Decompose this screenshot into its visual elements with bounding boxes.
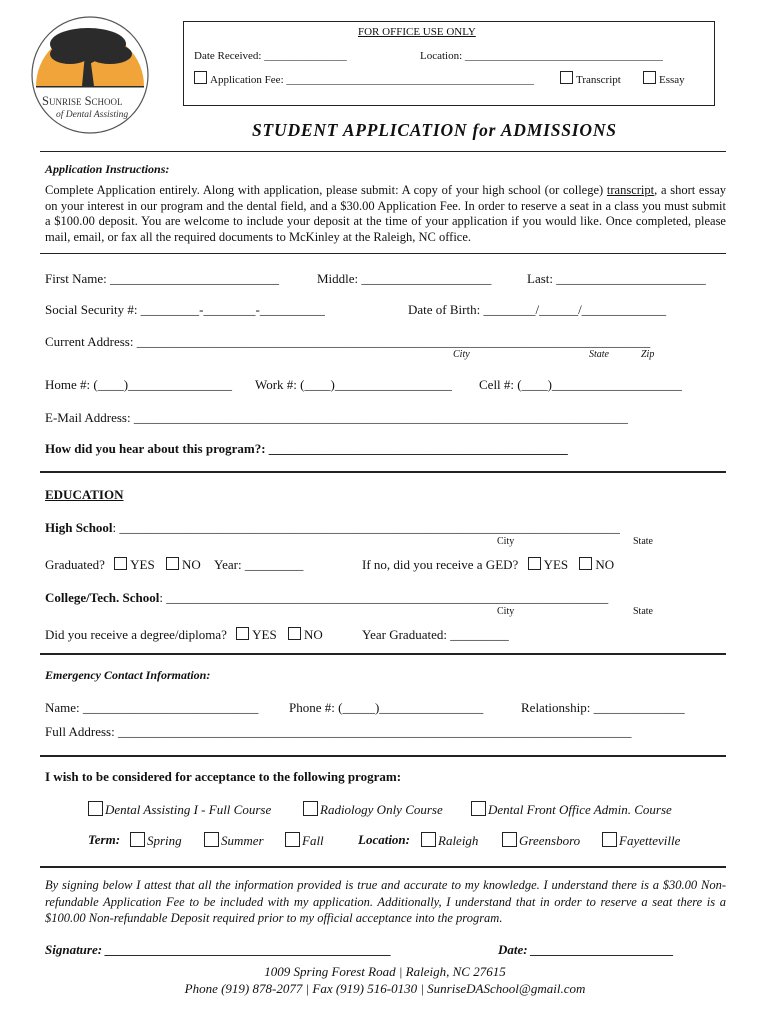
location-label: Location: (358, 832, 410, 847)
middle-name-field[interactable]: Middle: ____________________ (317, 271, 492, 286)
spring-label: Spring (147, 833, 182, 848)
location-greensboro[interactable] (502, 832, 580, 849)
essay-checkbox[interactable] (643, 71, 656, 84)
emergency-name-field[interactable]: Name: ___________________________ (45, 700, 259, 715)
email-field[interactable]: E-Mail Address: ____________________________________________________________________________ (45, 410, 628, 425)
graduated-yes-checkbox[interactable] (114, 557, 127, 570)
term-spring[interactable] (130, 832, 182, 849)
current-address-field[interactable]: Current Address: _______________________________________________________________________________ (45, 334, 651, 349)
transcript-checkbox[interactable] (560, 71, 573, 84)
transcript-link: transcript (606, 183, 655, 197)
greensboro-checkbox[interactable] (502, 832, 517, 847)
emergency-divider (40, 755, 726, 757)
option-dental-assisting[interactable] (88, 801, 271, 818)
high-school-city-caption: City (497, 536, 515, 547)
graduated-yes-label: YES (130, 557, 155, 572)
front-office-label: Dental Front Office Admin. Course (488, 802, 672, 817)
option-radiology[interactable] (303, 801, 443, 818)
application-fee-checkbox[interactable] (194, 71, 207, 84)
year-graduated-field[interactable]: Year Graduated: _________ (362, 627, 509, 642)
emergency-heading: Emergency Contact Information: (45, 668, 211, 682)
footer-contact: Phone (919) 878-2077 | Fax (919) 516-0130 | SunriseDASchool@gmail.com (184, 981, 586, 996)
degree-yes-checkbox[interactable] (236, 627, 249, 640)
location-fayetteville[interactable] (602, 832, 680, 849)
degree-question (45, 627, 323, 643)
degree-no-label: NO (303, 627, 323, 642)
attestation-text: By signing below I attest that all the information provided is true and accurate to my knowledge. I understand there is a $30.00 Non-refundable Application Fee to be included with my application. Additionally, I understand that in order to reserve a seat there is a $100.00 Non-refundable Deposit required prior to my official acceptance into the program. (45, 878, 726, 925)
office-use-heading: FOR OFFICE USE ONLY (358, 26, 476, 38)
address-zip-caption: Zip (641, 349, 655, 360)
college-label: College/Tech. School (45, 590, 160, 605)
ssn-field[interactable]: Social Security #: _________-________-__________ (45, 302, 325, 317)
date-received-field[interactable]: Date Received: _______________ (194, 50, 347, 62)
location-raleigh[interactable] (421, 832, 478, 849)
graduated-no-checkbox[interactable] (166, 557, 179, 570)
term-label: Term: (88, 832, 121, 847)
education-heading: EDUCATION (45, 487, 124, 502)
high-school-label: High School (45, 520, 113, 535)
footer-address: 1009 Spring Forest Road | Raleigh, NC 27615 (264, 964, 506, 979)
program-heading: I wish to be considered for acceptance to the following program: (45, 769, 402, 784)
page-title: STUDENT APPLICATION for ADMISSIONS (252, 120, 617, 140)
transcript-label: Transcript (576, 74, 621, 86)
college-state-caption: State (633, 606, 653, 617)
degree-yes-label: YES (252, 627, 277, 642)
summer-label: Summer (221, 833, 264, 848)
front-office-checkbox[interactable] (471, 801, 486, 816)
degree-no-checkbox[interactable] (288, 627, 301, 640)
college-city-caption: City (497, 606, 515, 617)
ged-label: If no, did you receive a GED? (362, 557, 519, 572)
office-use-box (183, 21, 715, 106)
emergency-address-field[interactable]: Full Address: _______________________________________________________________________________ (45, 724, 632, 739)
application-fee-field[interactable] (194, 71, 534, 86)
school-logo (30, 14, 152, 136)
location-field[interactable]: Location: ____________________________________ (420, 50, 663, 62)
emergency-phone-field[interactable]: Phone #: (_____)________________ (289, 700, 484, 715)
application-fee-label: Application Fee: _____________________________________________ (210, 74, 534, 86)
option-front-office[interactable] (471, 801, 672, 818)
referral-source-field[interactable]: How did you hear about this program?: ______________________________________________ (45, 441, 568, 456)
last-name-field[interactable]: Last: _______________________ (527, 271, 706, 286)
degree-label: Did you receive a degree/diploma? (45, 627, 227, 642)
home-phone-field[interactable]: Home #: (____)________________ (45, 377, 233, 392)
term-fall[interactable] (285, 832, 324, 849)
first-name-field[interactable]: First Name: __________________________ (45, 271, 279, 286)
college-field[interactable]: College/Tech. School: ____________________________________________________________________ (45, 590, 609, 605)
work-phone-field[interactable]: Work #: (____)__________________ (255, 377, 452, 392)
ged-yes-checkbox[interactable] (528, 557, 541, 570)
summer-checkbox[interactable] (204, 832, 219, 847)
signature-date-field[interactable]: Date: ______________________ (498, 942, 674, 957)
radiology-checkbox[interactable] (303, 801, 318, 816)
signature-field[interactable]: Signature: ____________________________________________ (45, 942, 392, 957)
logo-name: Sunrise School (42, 94, 123, 108)
address-state-caption: State (589, 349, 609, 360)
dental-assisting-label: Dental Assisting I - Full Course (105, 802, 272, 817)
graduated-question (45, 557, 201, 573)
ged-question (362, 557, 614, 573)
transcript-check[interactable] (560, 71, 621, 86)
essay-check[interactable] (643, 71, 685, 86)
address-city-caption: City (453, 349, 470, 360)
instructions-text: Complete Application entirely. Along with application, please submit: A copy of your high school (or college) transcript, a short essay on your interest in our program and the dental field, and a $30.00 Application Fee. In order to reserve a seat in a class you must submit a $100.00 deposit. You are welcome to include your deposit at the time of your application if you would like. Once completed, please mail, email, or fax all the required documents to McKinley at the Raleigh, NC office. (45, 183, 726, 244)
radiology-label: Radiology Only Course (320, 802, 443, 817)
ged-yes-label: YES (543, 557, 569, 572)
high-school-state-caption: State (633, 536, 653, 547)
dental-assisting-checkbox[interactable] (88, 801, 103, 816)
emergency-relationship-field[interactable]: Relationship: ______________ (521, 700, 685, 715)
term-summer[interactable] (204, 832, 264, 849)
fall-checkbox[interactable] (285, 832, 300, 847)
cell-phone-field[interactable]: Cell #: (____)____________________ (479, 377, 682, 392)
ged-no-checkbox[interactable] (579, 557, 592, 570)
essay-label: Essay (659, 74, 685, 86)
instructions-heading: Application Instructions: (45, 162, 170, 176)
graduated-label: Graduated? (45, 557, 105, 572)
greensboro-label: Greensboro (519, 833, 581, 848)
high-school-field[interactable]: High School: _____________________________________________________________________________ (45, 520, 620, 535)
program-divider (40, 866, 726, 868)
raleigh-checkbox[interactable] (421, 832, 436, 847)
ged-no-label: NO (595, 557, 615, 572)
logo-subtitle: of Dental Assisting (56, 110, 129, 120)
spring-checkbox[interactable] (130, 832, 145, 847)
raleigh-label: Raleigh (438, 833, 479, 848)
fayetteville-checkbox[interactable] (602, 832, 617, 847)
fall-label: Fall (302, 833, 324, 848)
graduation-year-field[interactable]: Year: _________ (214, 557, 304, 572)
education-divider (40, 653, 726, 655)
graduated-no-label: NO (181, 557, 201, 572)
fayetteville-label: Fayetteville (619, 833, 681, 848)
title-divider (40, 151, 726, 152)
instructions-divider (40, 253, 726, 254)
personal-divider (40, 471, 726, 473)
dob-field[interactable]: Date of Birth: ________/______/_____________ (408, 302, 667, 317)
